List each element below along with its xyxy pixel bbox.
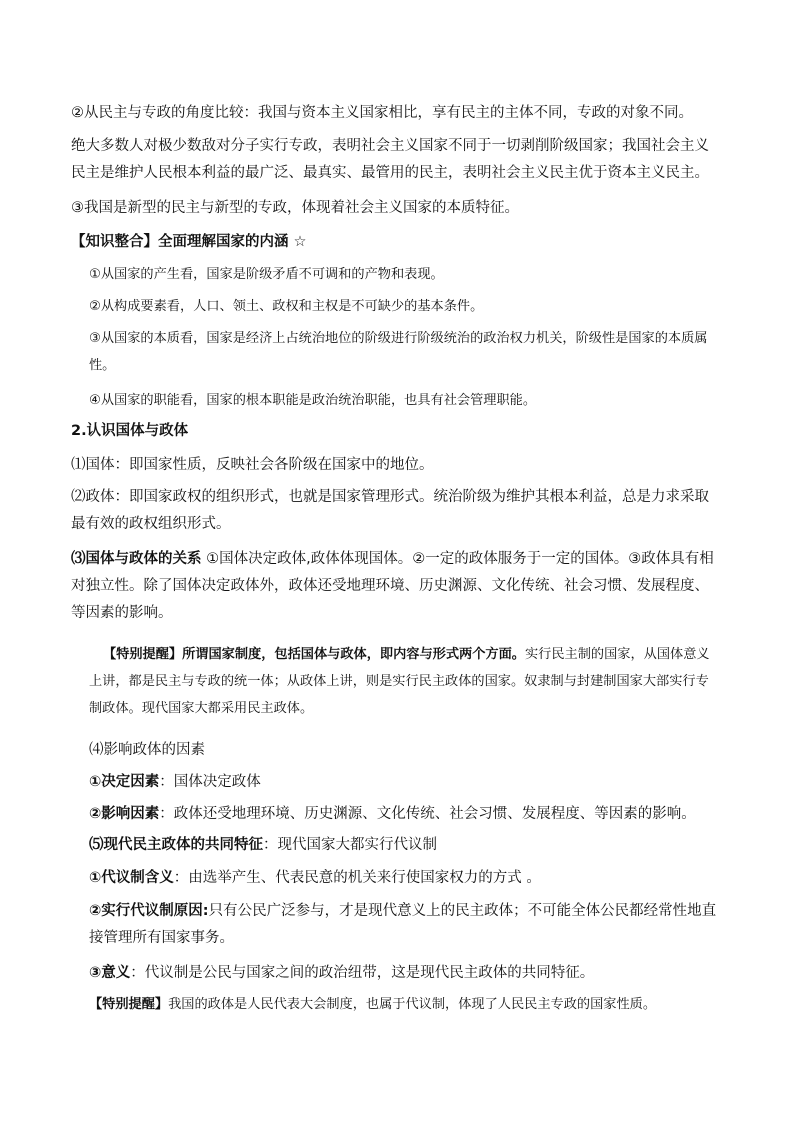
factors-title: ⑷影响政体的因素	[89, 742, 205, 758]
factor-influencing	[89, 801, 721, 828]
common-label: ⑸现代民主政体的共同特征	[89, 837, 263, 853]
integration-title: 【知识整合】全面理解国家的内涵 ☆	[71, 234, 307, 250]
zhengti-definition: ⑵政体：即国家政权的组织形式，也就是国家管理形式。统治阶级为维护其根本利益，总是力求采取最有效的政权组织形式。	[71, 489, 709, 532]
factor-2-text: ：政体还受地理环境、历史渊源、文化传统、社会习惯、发展程度、等因素的影响。	[159, 806, 696, 822]
integration-item-function: ④从国家的职能看，国家的根本职能是政治统治职能，也具有社会管理职能。	[89, 393, 537, 408]
tip-1-label: 【特别提醒】所谓国家制度，包括国体与政体，即内容与形式两个方面。	[103, 647, 525, 662]
definition-text: ：由选举产生、代表民意的机关来行使国家权力的方式 。	[173, 870, 541, 886]
tip-1-text: 实行民主制的国家，从国体意义上讲，都是民主与专政的统一体；从政体上讲，则是实行民主政体的国家。奴隶制与封建制国家大部实行专制政体。现代国家大都采用民主政体。	[89, 647, 710, 716]
relation-paragraph	[71, 546, 721, 627]
representative-meaning	[89, 960, 721, 987]
integration-item-origin: ①从国家的产生看，国家是阶级矛盾不可调和的产物和表现。	[89, 267, 444, 282]
definition-label: ①代议制含义	[89, 870, 174, 886]
representative-definition	[89, 865, 721, 892]
tip-2-paragraph	[89, 991, 721, 1018]
common-feature	[89, 832, 721, 859]
factor-2-label: ②影响因素	[89, 806, 160, 822]
paragraph-new-type: ③我国是新型的民主与新型的专政，体现着社会主义国家的本质特征。	[71, 200, 519, 216]
common-text: ：现代国家大都实行代议制	[263, 837, 437, 853]
tip-2-label: 【特别提醒】	[89, 997, 169, 1012]
tip-2-text: 我国的政体是人民代表大会制度，也属于代议制，体现了人民民主专政的国家性质。	[168, 997, 657, 1012]
representative-reason	[89, 898, 721, 952]
reason-text: 只有公民广泛参与，才是现代意义上的民主政体；不可能全体公民都经常性地直接管理所有国家事务。	[89, 903, 717, 946]
meaning-text: ：代议制是公民与国家之间的政治纽带，这是现代民主政体的共同特征。	[130, 965, 595, 981]
factor-1-text: ：国体决定政体	[159, 774, 261, 790]
relation-label: ⑶国体与政体的关系	[71, 551, 202, 567]
tip-1-paragraph	[89, 641, 721, 722]
integration-item-essence: ③从国家的本质看，国家是经济上占统治地位的阶级进行阶级统治的政治权力机关，阶级性是国家的本质属性。	[89, 331, 708, 373]
relation-text: ①国体决定政体,政体体现国体。②一定的政体服务于一定的国体。③政体具有相对独立性。除了国体决定政体外，政体还受地理环境、历史渊源、文化传统、社会习惯、发展程度、等因素的影响。	[71, 551, 714, 621]
factor-decisive	[89, 769, 721, 796]
section-2-title: 2.认识国体与政体	[71, 423, 189, 439]
integration-item-elements: ②从构成要素看，人口、领土、政权和主权是不可缺少的基本条件。	[89, 299, 484, 314]
paragraph-comparison: ②从民主与专政的角度比较：我国与资本主义国家相比，享有民主的主体不同，专政的对象不同。	[71, 105, 693, 121]
guoti-definition: ⑴国体：即国家性质，反映社会各阶级在国家中的地位。	[71, 457, 434, 473]
paragraph-dictatorship: 绝大多数人对极少数敌对分子实行专政，表明社会主义国家不同于一切剥削阶级国家；我国社会主义民主是维护人民根本利益的最广泛、最真实、最管用的民主，表明社会主义民主优于资本主义民主。	[71, 138, 709, 181]
meaning-label: ③意义	[89, 965, 131, 981]
reason-label: ②实行代议制原因:	[89, 903, 209, 919]
factor-1-label: ①决定因素	[89, 774, 160, 790]
